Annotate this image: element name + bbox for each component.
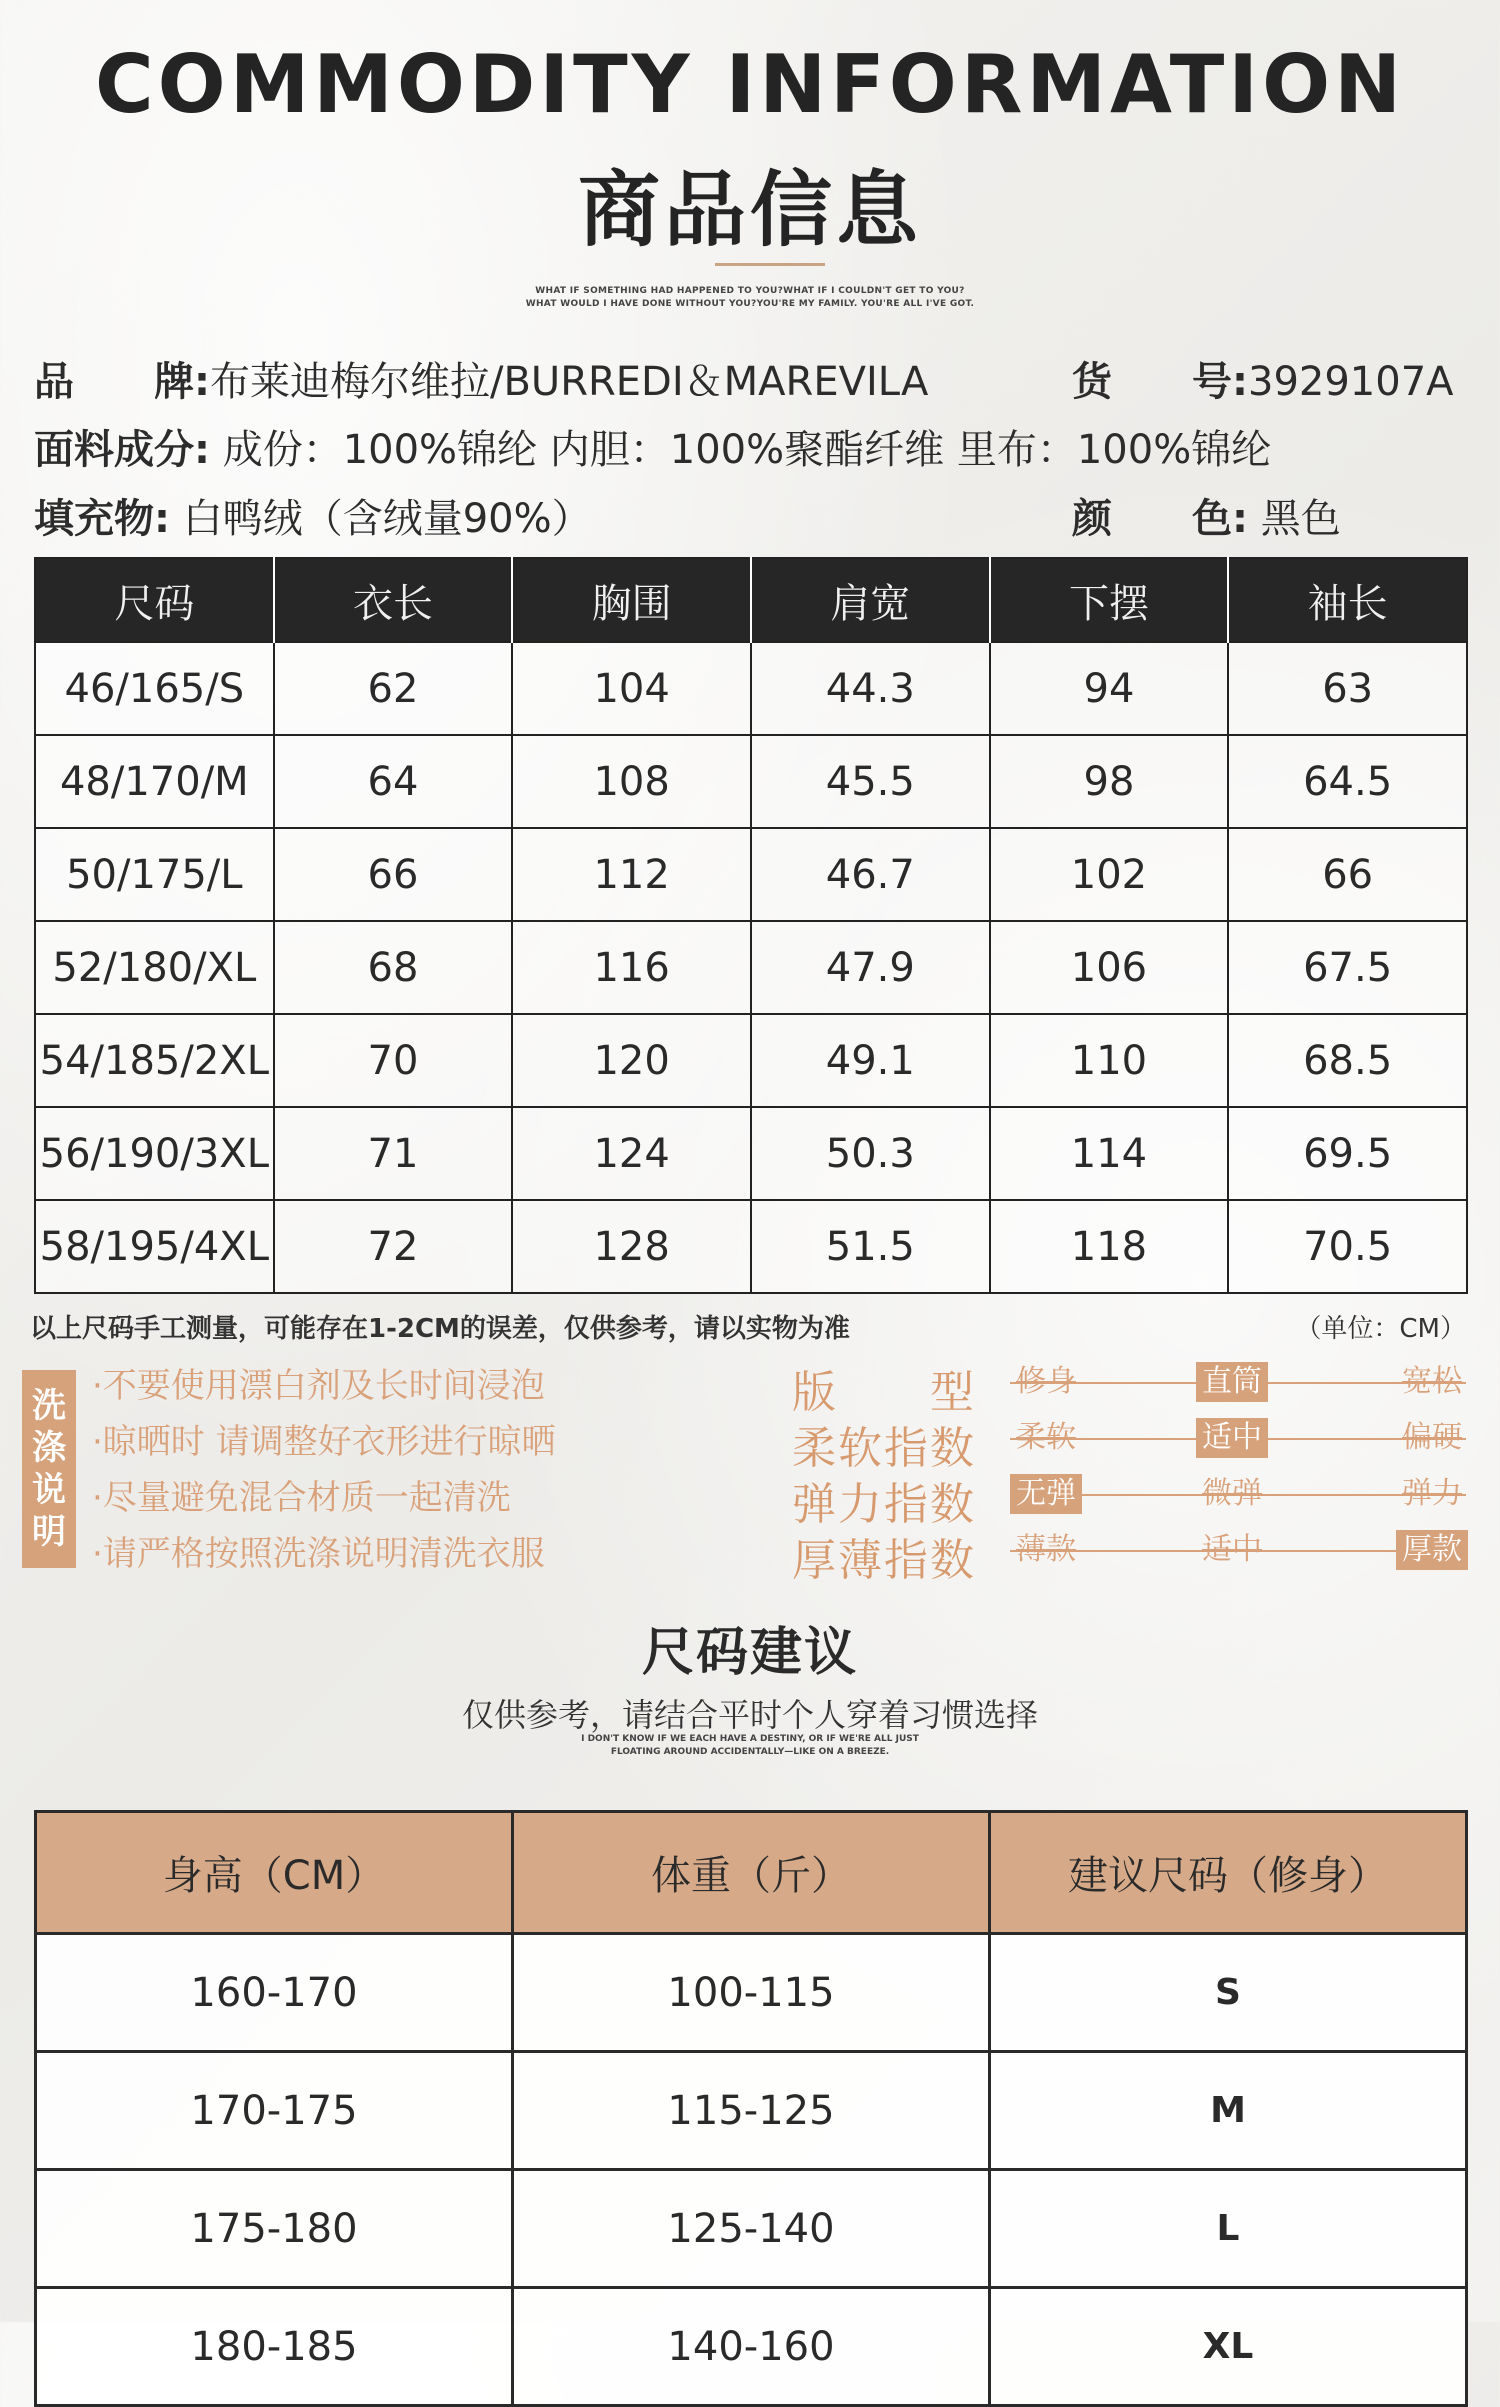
table-cell: 115-125 bbox=[513, 2052, 990, 2170]
table-cell: 100-115 bbox=[513, 1934, 990, 2052]
brand-info bbox=[34, 350, 928, 407]
size-suggestion-header-cell: 体重（斤） bbox=[513, 1812, 990, 1934]
table-row bbox=[36, 2288, 1467, 2406]
table-cell: 50/175/L bbox=[35, 828, 274, 921]
measurement-note: 以上尺码手工测量，可能存在1-2CM的误差，仅供参考，请以实物为准 bbox=[30, 1314, 850, 1344]
size-suggestion-title: 尺码建议 bbox=[641, 1623, 858, 1683]
attribute-option: 宽松 bbox=[1402, 1364, 1462, 1399]
wash-badge-char: 涤 bbox=[32, 1428, 66, 1468]
fabric-value: 成份：100%锦纶 内胆：100%聚酯纤维 里布：100%锦纶 bbox=[210, 427, 1272, 473]
title-english: COMMODITY INFORMATION bbox=[94, 38, 1406, 131]
attribute-label: 柔软指数 bbox=[792, 1423, 974, 1474]
table-cell: 120 bbox=[512, 1014, 751, 1107]
table-cell: 68.5 bbox=[1228, 1014, 1467, 1107]
size-suggestion-tagline bbox=[0, 1733, 1500, 1759]
header-tagline-line-2: WHAT WOULD I HAVE DONE WITHOUT YOU?YOU'RE MY FAMILY. YOU'RE ALL I'VE GOT. bbox=[525, 299, 975, 309]
size-chart-header-cell: 肩宽 bbox=[751, 558, 990, 642]
filling-value: 白鸭绒（含绒量90%） bbox=[170, 496, 592, 542]
size-suggestion-table bbox=[34, 1810, 1468, 2407]
table-row bbox=[35, 1200, 1467, 1293]
list-item: ·不要使用漂白剂及长时间浸泡 bbox=[92, 1366, 545, 1406]
table-cell: 70.5 bbox=[1228, 1200, 1467, 1293]
attribute-option: 修身 bbox=[1016, 1364, 1076, 1399]
table-cell: 67.5 bbox=[1228, 921, 1467, 1014]
table-cell: 48/170/M bbox=[35, 735, 274, 828]
header-tagline bbox=[0, 285, 1500, 311]
brand-label: 品 牌: bbox=[34, 359, 210, 405]
table-cell: L bbox=[990, 2170, 1467, 2288]
wash-instructions-list bbox=[92, 1358, 556, 1582]
table-cell: 70 bbox=[274, 1014, 513, 1107]
attribute-label: 版 型 bbox=[792, 1367, 974, 1418]
table-cell: 106 bbox=[990, 921, 1229, 1014]
table-cell: 98 bbox=[990, 735, 1229, 828]
color-label: 颜 色: bbox=[1072, 496, 1248, 542]
unit-note: （单位：CM） bbox=[1295, 1314, 1466, 1344]
table-cell: 128 bbox=[512, 1200, 751, 1293]
attribute-option: 适中 bbox=[1202, 1532, 1262, 1567]
table-cell: 124 bbox=[512, 1107, 751, 1200]
attribute-softness bbox=[792, 1416, 1468, 1474]
table-cell: 52/180/XL bbox=[35, 921, 274, 1014]
table-cell: 72 bbox=[274, 1200, 513, 1293]
table-cell: 46.7 bbox=[751, 828, 990, 921]
attribute-option-selected: 厚款 bbox=[1396, 1530, 1468, 1570]
table-row bbox=[35, 642, 1467, 735]
table-cell: 112 bbox=[512, 828, 751, 921]
attribute-option: 薄款 bbox=[1016, 1532, 1076, 1567]
table-cell: 46/165/S bbox=[35, 642, 274, 735]
wash-badge-char: 说 bbox=[32, 1470, 66, 1510]
table-cell: 64 bbox=[274, 735, 513, 828]
size-chart-header-cell: 下摆 bbox=[990, 558, 1229, 642]
sku-value: 3929107A bbox=[1248, 359, 1454, 405]
table-cell: 94 bbox=[990, 642, 1229, 735]
table-cell: 160-170 bbox=[36, 1934, 513, 2052]
size-suggestion-tagline-line-1: I DON'T KNOW IF WE EACH HAVE A DESTINY, OR IF WE'RE ALL JUST bbox=[581, 1734, 919, 1744]
table-cell: 175-180 bbox=[36, 2170, 513, 2288]
color-value: 黑色 bbox=[1248, 496, 1341, 542]
size-suggestion-subtitle: 仅供参考，请结合平时个人穿着习惯选择 bbox=[461, 1696, 1038, 1734]
size-chart-header-cell: 胸围 bbox=[512, 558, 751, 642]
table-cell: 58/195/4XL bbox=[35, 1200, 274, 1293]
table-cell: 63 bbox=[1228, 642, 1467, 735]
table-cell: 66 bbox=[274, 828, 513, 921]
table-cell: 69.5 bbox=[1228, 1107, 1467, 1200]
table-cell: 64.5 bbox=[1228, 735, 1467, 828]
size-suggestion-tagline-line-2: FLOATING AROUND ACCIDENTALLY—LIKE ON A BREEZE. bbox=[610, 1747, 890, 1757]
table-cell: 125-140 bbox=[513, 2170, 990, 2288]
table-row bbox=[36, 1934, 1467, 2052]
filling-info bbox=[34, 487, 592, 544]
table-cell: 54/185/2XL bbox=[35, 1014, 274, 1107]
size-chart-header-cell: 衣长 bbox=[274, 558, 513, 642]
title-divider bbox=[715, 263, 825, 266]
table-cell: S bbox=[990, 1934, 1467, 2052]
table-cell: 66 bbox=[1228, 828, 1467, 921]
table-cell: 114 bbox=[990, 1107, 1229, 1200]
attribute-option: 柔软 bbox=[1016, 1420, 1076, 1455]
table-cell: 62 bbox=[274, 642, 513, 735]
table-row bbox=[35, 828, 1467, 921]
table-cell: XL bbox=[990, 2288, 1467, 2406]
table-row bbox=[36, 2170, 1467, 2288]
attribute-thickness bbox=[792, 1528, 1468, 1586]
size-suggestion-header-cell: 身高（CM） bbox=[36, 1812, 513, 1934]
title-chinese: 商品信息 bbox=[577, 163, 922, 258]
color-info bbox=[1072, 487, 1341, 544]
attribute-option: 弹力 bbox=[1402, 1476, 1462, 1511]
attribute-label: 弹力指数 bbox=[792, 1479, 974, 1530]
size-chart-header-cell: 袖长 bbox=[1228, 558, 1467, 642]
table-cell: 49.1 bbox=[751, 1014, 990, 1107]
sku-info bbox=[1072, 350, 1454, 407]
table-cell: 47.9 bbox=[751, 921, 990, 1014]
size-chart-header-cell: 尺码 bbox=[35, 558, 274, 642]
brand-value: 布莱迪梅尔维拉/BURREDI＆MAREVILA bbox=[210, 359, 929, 405]
table-cell: 68 bbox=[274, 921, 513, 1014]
table-cell: 104 bbox=[512, 642, 751, 735]
table-cell: 180-185 bbox=[36, 2288, 513, 2406]
wash-badge-char: 明 bbox=[32, 1512, 66, 1552]
wash-badge-char: 洗 bbox=[32, 1386, 66, 1426]
table-cell: 45.5 bbox=[751, 735, 990, 828]
table-row bbox=[36, 2052, 1467, 2170]
table-cell: 51.5 bbox=[751, 1200, 990, 1293]
table-row bbox=[35, 1107, 1467, 1200]
attribute-option: 微弹 bbox=[1202, 1476, 1262, 1511]
fabric-label: 面料成分: bbox=[34, 427, 210, 473]
table-row bbox=[35, 921, 1467, 1014]
filling-label: 填充物: bbox=[34, 496, 170, 542]
table-cell: 102 bbox=[990, 828, 1229, 921]
sku-label: 货 号: bbox=[1072, 359, 1248, 405]
table-cell: 108 bbox=[512, 735, 751, 828]
wash-instructions-badge bbox=[22, 1370, 76, 1568]
table-cell: 44.3 bbox=[751, 642, 990, 735]
table-cell: 118 bbox=[990, 1200, 1229, 1293]
table-cell: 56/190/3XL bbox=[35, 1107, 274, 1200]
table-cell: 116 bbox=[512, 921, 751, 1014]
table-row bbox=[35, 1014, 1467, 1107]
fabric-info bbox=[34, 418, 1271, 475]
table-cell: M bbox=[990, 2052, 1467, 2170]
table-row bbox=[35, 735, 1467, 828]
table-cell: 140-160 bbox=[513, 2288, 990, 2406]
attribute-option-selected: 直筒 bbox=[1196, 1362, 1268, 1402]
table-cell: 50.3 bbox=[751, 1107, 990, 1200]
size-chart-table bbox=[34, 557, 1468, 1294]
attribute-option: 偏硬 bbox=[1402, 1420, 1462, 1455]
table-cell: 110 bbox=[990, 1014, 1229, 1107]
attribute-fit bbox=[792, 1360, 1468, 1418]
table-cell: 170-175 bbox=[36, 2052, 513, 2170]
attribute-option-selected: 无弹 bbox=[1010, 1474, 1082, 1514]
size-suggestion-header-cell: 建议尺码（修身） bbox=[990, 1812, 1467, 1934]
attribute-label: 厚薄指数 bbox=[792, 1535, 974, 1586]
header-tagline-line-1: WHAT IF SOMETHING HAD HAPPENED TO YOU?WHAT IF I COULDN'T GET TO YOU? bbox=[535, 286, 965, 296]
attribute-option-selected: 适中 bbox=[1196, 1418, 1268, 1458]
list-item: ·晾晒时 请调整好衣形进行晾晒 bbox=[92, 1422, 556, 1462]
attribute-elasticity bbox=[792, 1472, 1468, 1530]
list-item: ·请严格按照洗涤说明清洗衣服 bbox=[92, 1534, 545, 1574]
table-cell: 71 bbox=[274, 1107, 513, 1200]
size-chart-header-row bbox=[35, 558, 1467, 642]
size-suggestion-header-row bbox=[36, 1812, 1467, 1934]
list-item: ·尽量避免混合材质一起清洗 bbox=[92, 1478, 511, 1518]
